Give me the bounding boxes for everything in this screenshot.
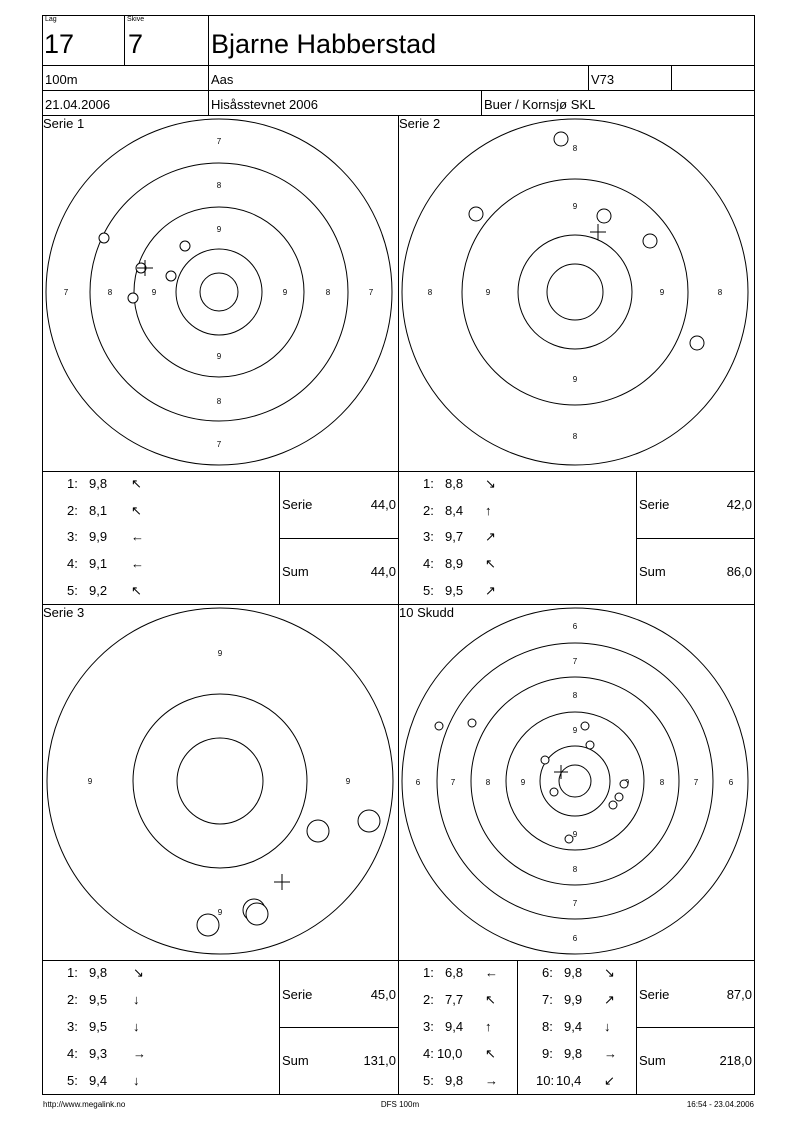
ring-label: 6 — [572, 934, 578, 943]
event-name: Hisåsstevnet 2006 — [211, 97, 318, 112]
sum-label: Sum — [282, 564, 309, 579]
shot-no: 4: — [423, 556, 434, 571]
shot-no: 2: — [67, 992, 78, 1007]
sum-label: Sum — [639, 1053, 666, 1068]
shot-hole — [643, 234, 657, 248]
shot-no: 3: — [67, 529, 78, 544]
shot-hole — [99, 233, 109, 243]
ring-label: 6 — [572, 622, 578, 631]
shot-value: 8,1 — [89, 503, 108, 518]
shot-direction-icon: ← — [485, 965, 498, 980]
shot-no: 1: — [67, 476, 78, 491]
ring-label: 8 — [572, 144, 578, 153]
skive-value: 7 — [128, 29, 144, 59]
shot-hole — [597, 209, 611, 223]
shot-list-10-skudd-b — [518, 961, 636, 1094]
panel-title-serie-2: Serie 2 — [399, 116, 441, 131]
shot-hole — [307, 820, 329, 842]
shot-direction-icon: ↖ — [485, 992, 496, 1007]
shot-direction-icon: ↗ — [485, 583, 496, 598]
shot-no: 5: — [67, 583, 78, 598]
ring-label: 9 — [216, 352, 222, 361]
shot-no: 2: — [423, 992, 434, 1007]
shot-no: 5: — [423, 1073, 434, 1088]
ring-label: 7 — [693, 778, 699, 787]
club-name: Buer / Kornsjø SKL — [484, 97, 596, 112]
shot-hole — [166, 271, 176, 281]
target-serie-1 — [43, 116, 398, 471]
sum-score: 218,0 — [719, 1053, 752, 1068]
shot-list-serie-2 — [399, 472, 635, 604]
shot-list-10-skudd-a — [399, 961, 517, 1094]
shot-direction-icon: ↓ — [604, 1019, 611, 1034]
shot-no: 3: — [423, 529, 434, 544]
ring-label: 7 — [63, 288, 69, 297]
shot-value: 9,8 — [89, 965, 108, 980]
skive-label: Skive — [127, 16, 145, 23]
shot-no: 3: — [67, 1019, 78, 1034]
shot-hole — [620, 780, 628, 788]
ring-label: 6 — [415, 778, 421, 787]
shot-direction-icon: ↖ — [485, 1046, 496, 1061]
shot-value: 9,8 — [445, 1073, 464, 1088]
ring-label: 7 — [450, 778, 456, 787]
shot-hole — [581, 722, 589, 730]
serie-score: 45,0 — [370, 987, 396, 1002]
shot-direction-icon: ↙ — [604, 1073, 615, 1088]
serie-score: 87,0 — [726, 987, 752, 1002]
shot-direction-icon: ↓ — [133, 992, 140, 1007]
shot-direction-icon: → — [604, 1046, 617, 1061]
shot-hole — [435, 722, 443, 730]
shot-value: 9,8 — [564, 1046, 583, 1061]
place: Aas — [211, 72, 234, 87]
ring-label: 9 — [217, 649, 223, 658]
weapon-class: V73 — [591, 72, 615, 87]
target-serie-2 — [399, 116, 754, 471]
shot-no: 4: — [67, 556, 78, 571]
shot-no: 4: — [423, 1046, 434, 1061]
serie-label: Serie — [639, 497, 670, 512]
footer-url[interactable]: http://www.megalink.no — [43, 1100, 126, 1109]
footer-program: DFS 100m — [380, 1100, 420, 1109]
ring-label: 6 — [728, 778, 734, 787]
shot-hole — [358, 810, 380, 832]
shot-list-serie-1 — [43, 472, 279, 604]
ring-label: 7 — [572, 899, 578, 908]
shot-no: 5: — [67, 1073, 78, 1088]
distance: 100m — [45, 72, 78, 87]
shooter-name: Bjarne Habberstad — [211, 29, 437, 59]
shot-no: 10: — [536, 1073, 555, 1088]
shot-no: 8: — [542, 1019, 553, 1034]
shot-no: 1: — [67, 965, 78, 980]
ring-label: 9 — [485, 288, 491, 297]
shot-list-serie-3 — [43, 961, 279, 1094]
target-10-skudd — [399, 605, 754, 960]
sum-label: Sum — [282, 1053, 309, 1068]
shot-direction-icon: ↖ — [131, 476, 142, 491]
ring-label: 9 — [345, 777, 351, 786]
shot-direction-icon: ← — [131, 529, 144, 544]
shot-direction-icon: ↓ — [133, 1073, 140, 1088]
shot-hole — [550, 788, 558, 796]
ring-label: 8 — [572, 691, 578, 700]
ring-label: 8 — [107, 288, 113, 297]
shot-direction-icon: ← — [131, 556, 144, 571]
sum-score: 86,0 — [726, 564, 752, 579]
shot-direction-icon: ↗ — [485, 529, 496, 544]
shot-direction-icon: ↖ — [131, 583, 142, 598]
shot-hole — [180, 241, 190, 251]
shot-value: 9,7 — [445, 529, 464, 544]
shot-no: 9: — [542, 1046, 553, 1061]
shot-hole — [609, 801, 617, 809]
shot-value: 9,8 — [564, 965, 583, 980]
ring-label: 9 — [520, 778, 526, 787]
shot-hole — [468, 719, 476, 727]
panel-title-10-skudd: 10 Skudd — [399, 605, 454, 620]
shot-value: 9,9 — [564, 992, 583, 1007]
ring-label: 8 — [659, 778, 665, 787]
ring-label: 8 — [572, 865, 578, 874]
shot-value: 9,4 — [445, 1019, 464, 1034]
serie-label: Serie — [282, 497, 313, 512]
center-of-hits-marker — [274, 874, 290, 890]
shot-direction-icon: → — [485, 1073, 498, 1088]
shot-value: 9,4 — [564, 1019, 583, 1034]
ring-label: 8 — [717, 288, 723, 297]
shot-value: 9,5 — [89, 992, 108, 1007]
shot-value: 9,1 — [89, 556, 108, 571]
shot-value: 9,5 — [89, 1019, 108, 1034]
ring-label: 7 — [368, 288, 374, 297]
ring-label: 9 — [217, 908, 223, 917]
shot-no: 1: — [423, 965, 434, 980]
shot-value: 8,4 — [445, 503, 464, 518]
date: 21.04.2006 — [45, 97, 111, 112]
shot-hole — [128, 293, 138, 303]
lag-label: Lag — [45, 16, 57, 23]
serie-score: 42,0 — [726, 497, 752, 512]
shot-value: 10,0 — [437, 1046, 463, 1061]
serie-score: 44,0 — [370, 497, 396, 512]
ring-label: 9 — [572, 830, 578, 839]
shot-value: 9,3 — [89, 1046, 108, 1061]
ring-label: 9 — [87, 777, 93, 786]
ring-label: 8 — [216, 181, 222, 190]
shot-no: 6: — [542, 965, 553, 980]
ring-label: 8 — [427, 288, 433, 297]
shot-direction-icon: ↓ — [133, 1019, 140, 1034]
ring-label: 7 — [572, 657, 578, 666]
ring-label: 8 — [572, 432, 578, 441]
shot-value: 7,7 — [445, 992, 464, 1007]
shot-value: 8,8 — [445, 476, 464, 491]
shot-value: 10,4 — [556, 1073, 582, 1088]
shot-value: 9,5 — [445, 583, 464, 598]
shot-hole — [565, 835, 573, 843]
ring-label: 8 — [325, 288, 331, 297]
shot-value: 9,8 — [89, 476, 108, 491]
serie-label: Serie — [282, 987, 313, 1002]
ring-label: 7 — [216, 440, 222, 449]
shot-no: 2: — [423, 503, 434, 518]
ring-label: 8 — [485, 778, 491, 787]
shot-direction-icon: ↑ — [485, 1019, 492, 1034]
shot-direction-icon: ↖ — [131, 503, 142, 518]
shot-direction-icon: → — [133, 1046, 146, 1061]
shot-no: 4: — [67, 1046, 78, 1061]
footer-timestamp: 16:54 - 23.04.2006 — [686, 1100, 754, 1109]
shot-value: 8,9 — [445, 556, 464, 571]
shot-no: 1: — [423, 476, 434, 491]
ring-label: 8 — [216, 397, 222, 406]
panel-title-serie-3: Serie 3 — [43, 605, 85, 620]
shot-no: 3: — [423, 1019, 434, 1034]
shot-no: 5: — [423, 583, 434, 598]
ring-label: 9 — [572, 726, 578, 735]
shot-value: 6,8 — [445, 965, 464, 980]
shot-no: 7: — [542, 992, 553, 1007]
shot-hole — [541, 756, 549, 764]
ring-label: 9 — [151, 288, 157, 297]
panel-title-serie-1: Serie 1 — [43, 116, 85, 131]
shot-direction-icon: ↖ — [485, 556, 496, 571]
ring-label: 9 — [216, 225, 222, 234]
shot-direction-icon: ↑ — [485, 503, 492, 518]
shot-hole — [554, 132, 568, 146]
shot-hole — [469, 207, 483, 221]
serie-label: Serie — [639, 987, 670, 1002]
shot-hole — [615, 793, 623, 801]
sum-score: 131,0 — [363, 1053, 396, 1068]
shot-direction-icon: ↘ — [604, 965, 615, 980]
shot-value: 9,2 — [89, 583, 108, 598]
target-serie-3 — [43, 605, 398, 960]
shot-direction-icon: ↘ — [133, 965, 144, 980]
ring-label: 9 — [572, 202, 578, 211]
shot-direction-icon: ↘ — [485, 476, 496, 491]
shot-hole — [246, 903, 268, 925]
ring-label: 7 — [216, 137, 222, 146]
ring-label: 9 — [572, 375, 578, 384]
shot-hole — [197, 914, 219, 936]
ring-label: 9 — [659, 288, 665, 297]
sum-score: 44,0 — [370, 564, 396, 579]
shot-no: 2: — [67, 503, 78, 518]
ring-label: 9 — [282, 288, 288, 297]
shot-hole — [586, 741, 594, 749]
shot-value: 9,4 — [89, 1073, 108, 1088]
shot-direction-icon: ↗ — [604, 992, 615, 1007]
lag-value: 17 — [44, 29, 75, 59]
sum-label: Sum — [639, 564, 666, 579]
shot-value: 9,9 — [89, 529, 108, 544]
shot-hole — [690, 336, 704, 350]
center-of-hits-marker — [554, 765, 568, 779]
